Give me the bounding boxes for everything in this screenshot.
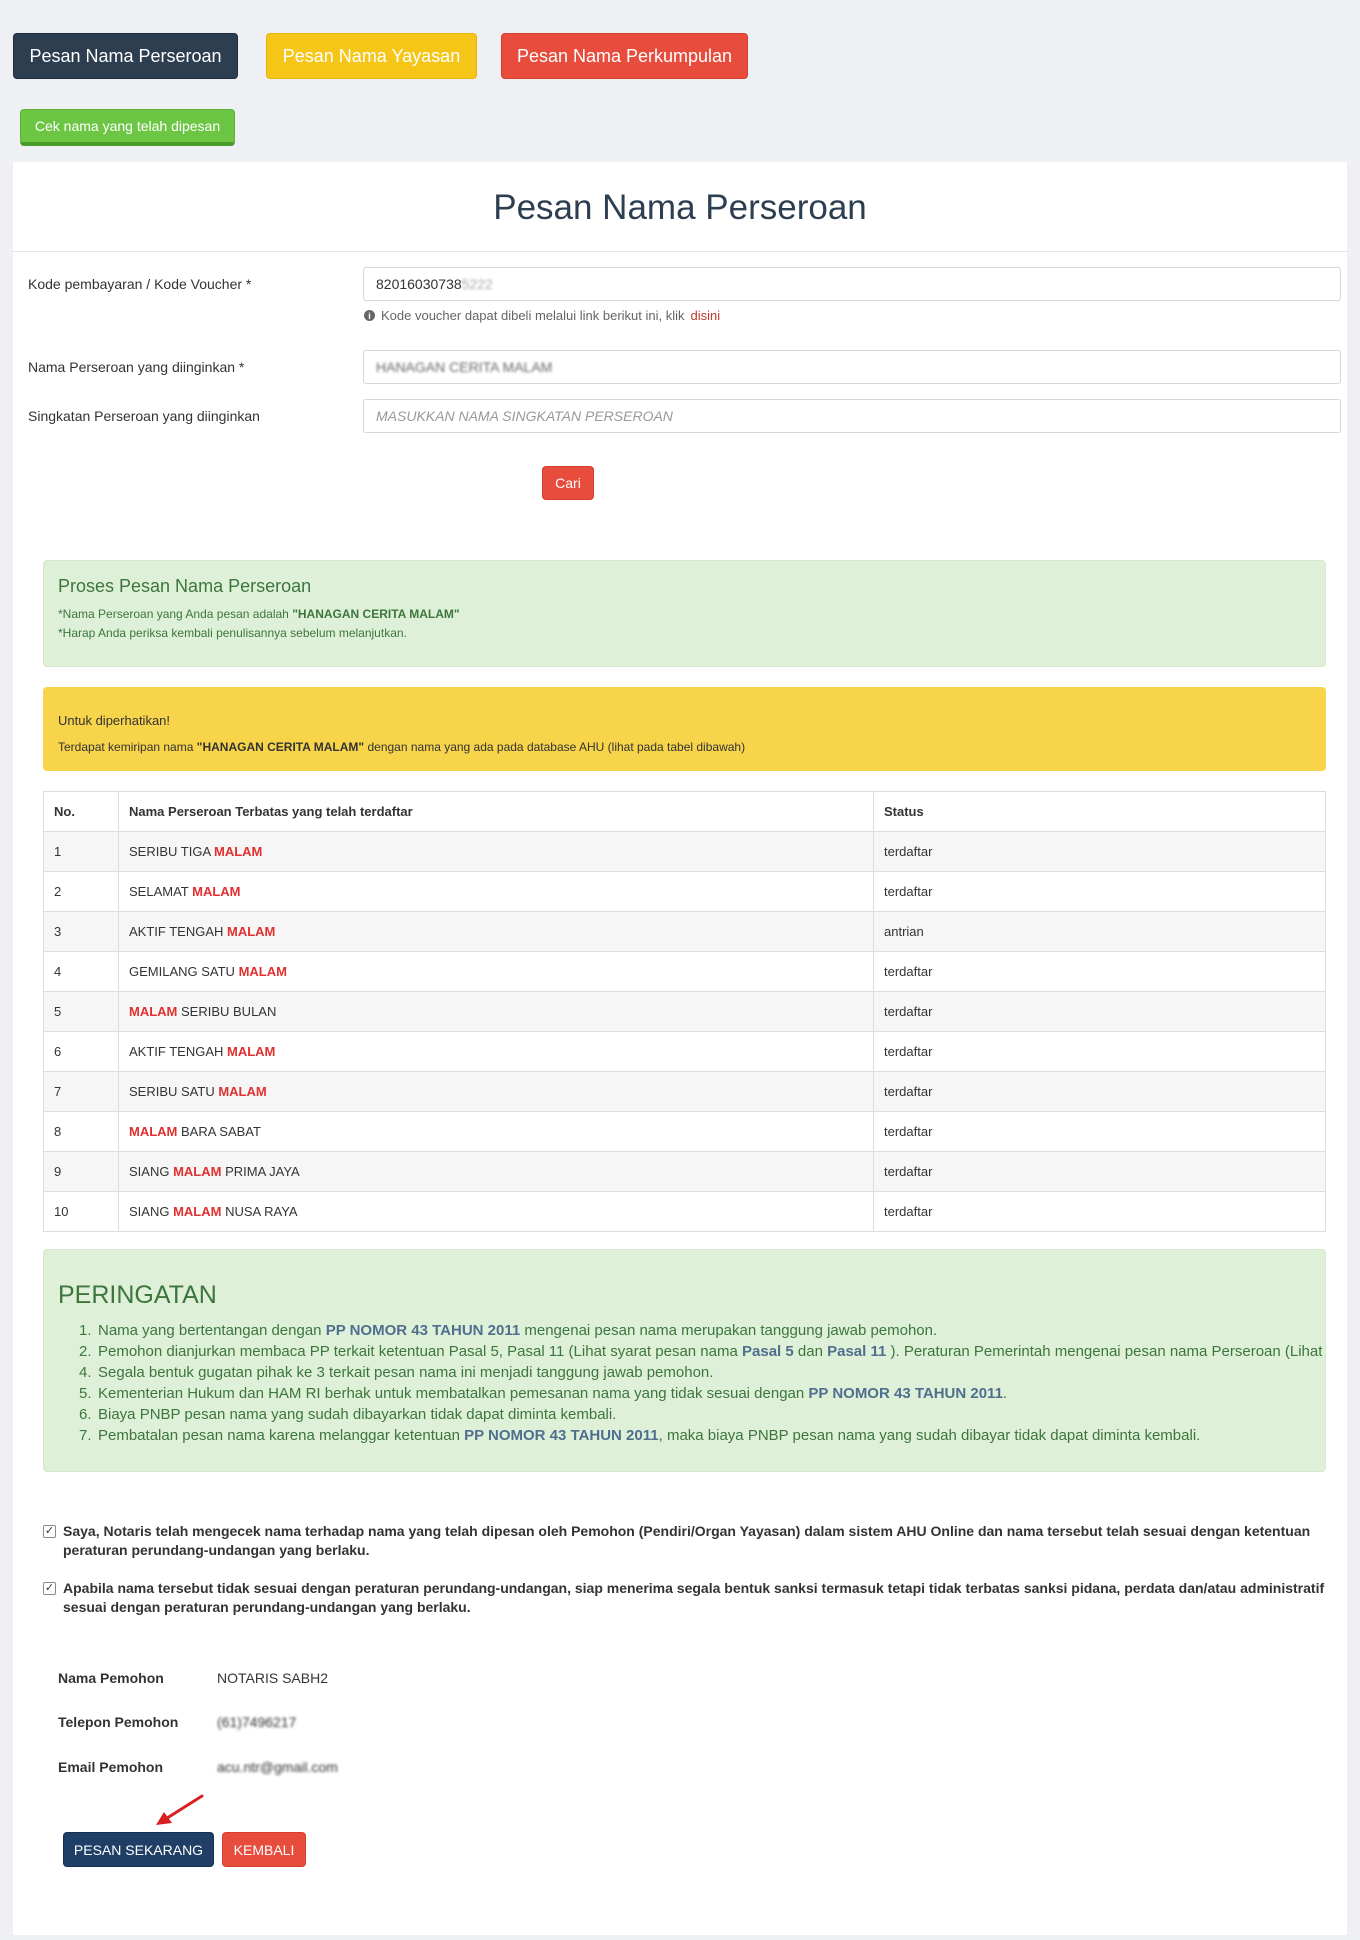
similar-names-table <box>43 791 1326 1232</box>
row-nama <box>119 912 874 952</box>
voucher-value: 82016030738 <box>376 276 462 292</box>
pesan-sekarang-button[interactable]: PESAN SEKARANG <box>63 1832 214 1867</box>
row-nama <box>119 1112 874 1152</box>
col-header-status: Status <box>874 792 1326 832</box>
peringatan-item-number: 5. <box>79 1385 92 1402</box>
row-nama-pre: AKTIF TENGAH <box>129 924 227 939</box>
peringatan-reference-link[interactable]: Pasal 5 <box>742 1343 794 1360</box>
row-nama-pre: SIANG <box>129 1204 174 1219</box>
peringatan-item-text: Pemohon dianjurkan membaca PP terkait ketentuan Pasal 5, Pasal 11 (Lihat syarat pesan nama <box>98 1343 742 1360</box>
peringatan-item-text: . <box>1002 1385 1008 1402</box>
peringatan-item-text: Biaya PNBP pesan nama yang sudah dibayarkan tidak dapat diminta kembali. <box>98 1406 617 1423</box>
disini-link[interactable]: disini <box>690 308 721 323</box>
nama-pemohon-label: Nama Pemohon <box>58 1670 164 1686</box>
voucher-help <box>364 308 720 323</box>
row-no: 9 <box>44 1152 119 1192</box>
row-status: terdaftar <box>874 1152 1326 1192</box>
row-no: 10 <box>44 1192 119 1232</box>
row-no: 4 <box>44 952 119 992</box>
row-nama <box>119 952 874 992</box>
row-no: 6 <box>44 1032 119 1072</box>
peringatan-item <box>79 1320 1319 1341</box>
peringatan-title: PERINGATAN <box>58 1281 217 1309</box>
peringatan-item-number: 1. <box>79 1322 92 1339</box>
row-nama-highlight: MALAM <box>227 924 276 939</box>
pesan-nama-perseroan-button[interactable]: Pesan Nama Perseroan <box>13 33 238 79</box>
row-status: terdaftar <box>874 952 1326 992</box>
nama-pemohon-value: NOTARIS SABH2 <box>217 1670 328 1686</box>
row-no: 5 <box>44 992 119 1032</box>
peringatan-item <box>79 1341 1323 1362</box>
peringatan-item-number: 6. <box>79 1406 92 1423</box>
row-nama-post: NUSA RAYA <box>221 1204 298 1219</box>
telepon-pemohon-label: Telepon Pemohon <box>58 1714 179 1730</box>
info-icon: i <box>364 310 375 321</box>
row-nama <box>119 992 874 1032</box>
row-nama-pre: SELAMAT <box>129 884 193 899</box>
notice-text-suffix: dengan nama yang ada pada database AHU (lihat pada tabel dibawah) <box>367 740 746 754</box>
singkatan-label: Singkatan Perseroan yang diinginkan <box>28 408 260 424</box>
row-nama-highlight: MALAM <box>129 1004 178 1019</box>
peringatan-item-number: 7. <box>79 1427 92 1444</box>
notice-text-prefix: Terdapat kemiripan nama <box>58 740 194 754</box>
row-status: terdaftar <box>874 832 1326 872</box>
peringatan-item-text: ). Peraturan Pemerintah mengenai pesan nama Perseroan (Lihat <box>886 1343 1323 1360</box>
proses-line1-prefix: *Nama Perseroan yang Anda pesan adalah <box>58 607 289 621</box>
voucher-label: Kode pembayaran / Kode Voucher * <box>28 276 252 292</box>
peringatan-item-text: Pembatalan pesan nama karena melanggar ketentuan <box>98 1427 465 1444</box>
table-row <box>44 832 1326 872</box>
col-header-no: No. <box>44 792 119 832</box>
row-nama-highlight: MALAM <box>129 1124 178 1139</box>
cari-button[interactable]: Cari <box>542 466 594 500</box>
declaration1-text: Saya, Notaris telah mengecek nama terhadap nama yang telah dipesan oleh Pemohon (Pendiri/Organ Yayasan) dalam sistem AHU Online dan nama tersebut telah sesuai dengan ketentuan peraturan perundang-undangan yang berlaku. <box>63 1523 1311 1558</box>
row-nama-pre: AKTIF TENGAH <box>129 1044 227 1059</box>
row-status: terdaftar <box>874 992 1326 1032</box>
table-row <box>44 952 1326 992</box>
table-row <box>44 872 1326 912</box>
row-no: 2 <box>44 872 119 912</box>
row-nama-pre: GEMILANG SATU <box>129 964 239 979</box>
similar-names-table-wrap <box>43 791 1326 1232</box>
peringatan-reference-link[interactable]: PP NOMOR 43 TAHUN 2011 <box>808 1385 1003 1402</box>
row-nama-highlight: MALAM <box>214 844 263 859</box>
table-row <box>44 1032 1326 1072</box>
voucher-help-text: Kode voucher dapat dibeli melalui link berikut ini, klik <box>381 308 685 323</box>
peringatan-item-text: Kementerian Hukum dan HAM RI berhak untuk membatalkan pemesanan nama yang tidak sesuai dengan <box>98 1385 809 1402</box>
peringatan-item-number: 4. <box>79 1364 92 1381</box>
proses-line1 <box>58 607 460 621</box>
row-status: terdaftar <box>874 1192 1326 1232</box>
row-nama <box>119 1072 874 1112</box>
row-nama-highlight: MALAM <box>192 884 241 899</box>
table-row <box>44 1112 1326 1152</box>
row-nama-pre: SERIBU SATU <box>129 1084 219 1099</box>
row-nama <box>119 832 874 872</box>
peringatan-item <box>79 1404 1319 1425</box>
proses-line2: *Harap Anda periksa kembali penulisannya sebelum melanjutkan. <box>58 626 407 640</box>
row-nama-highlight: MALAM <box>173 1164 222 1179</box>
row-nama-post: PRIMA JAYA <box>221 1164 300 1179</box>
row-nama-pre: SERIBU TIGA <box>129 844 215 859</box>
email-pemohon-label: Email Pemohon <box>58 1759 164 1775</box>
proses-title: Proses Pesan Nama Perseroan <box>58 576 312 596</box>
notice-text-name: "HANAGAN CERITA MALAM" <box>196 740 365 754</box>
peringatan-item-text: Nama yang bertentangan dengan <box>98 1322 326 1339</box>
table-row <box>44 1072 1326 1112</box>
peringatan-item-number: 2. <box>79 1343 92 1360</box>
voucher-input[interactable] <box>363 267 1341 301</box>
row-status: terdaftar <box>874 872 1326 912</box>
row-nama-post: SERIBU BULAN <box>177 1004 277 1019</box>
peringatan-item <box>79 1383 1319 1404</box>
peringatan-item-text: mengenai pesan nama merupakan tanggung jawab pemohon. <box>520 1322 938 1339</box>
email-pemohon-value: acu.ntr@gmail.com <box>217 1759 338 1775</box>
peringatan-item <box>79 1425 1319 1446</box>
row-nama-highlight: MALAM <box>173 1204 222 1219</box>
row-nama-highlight: MALAM <box>238 964 287 979</box>
row-status: terdaftar <box>874 1072 1326 1112</box>
telepon-pemohon-value: (61)7496217 <box>217 1714 297 1730</box>
table-row <box>44 1192 1326 1232</box>
row-no: 7 <box>44 1072 119 1112</box>
voucher-value-masked: 5222 <box>461 276 493 292</box>
table-row <box>44 992 1326 1032</box>
nama-perseroan-value: HANAGAN CERITA MALAM <box>376 359 553 375</box>
row-nama-pre: SIANG <box>129 1164 174 1179</box>
declaration1-checkbox[interactable]: ✓ <box>44 1525 55 1537</box>
nama-perseroan-input[interactable] <box>363 350 1341 384</box>
kembali-button[interactable]: KEMBALI <box>222 1832 306 1867</box>
peringatan-item <box>79 1362 1319 1383</box>
row-nama-highlight: MALAM <box>218 1084 267 1099</box>
notice-text <box>58 740 745 754</box>
declaration2-checkbox[interactable]: ✓ <box>44 1582 55 1594</box>
row-no: 1 <box>44 832 119 872</box>
row-nama <box>119 1032 874 1072</box>
peringatan-reference-link[interactable]: PP NOMOR 43 TAHUN 2011 <box>464 1427 659 1444</box>
row-nama <box>119 1152 874 1192</box>
col-header-nama: Nama Perseroan Terbatas yang telah terdaftar <box>119 792 874 832</box>
row-status: terdaftar <box>874 1032 1326 1072</box>
row-status: terdaftar <box>874 1112 1326 1152</box>
notice-title: Untuk diperhatikan! <box>58 713 171 728</box>
table-row <box>44 912 1326 952</box>
pesan-nama-perkumpulan-button[interactable]: Pesan Nama Perkumpulan <box>501 33 748 79</box>
table-row <box>44 1152 1326 1192</box>
row-nama-highlight: MALAM <box>227 1044 276 1059</box>
row-no: 8 <box>44 1112 119 1152</box>
peringatan-item-text: dan <box>793 1343 828 1360</box>
row-nama <box>119 872 874 912</box>
cek-nama-dipesan-button[interactable]: Cek nama yang telah dipesan <box>20 109 235 146</box>
peringatan-list <box>79 1320 1323 1446</box>
pesan-nama-yayasan-button[interactable]: Pesan Nama Yayasan <box>266 33 477 79</box>
declaration2-text: Apabila nama tersebut tidak sesuai dengan peraturan perundang-undangan, siap menerima segala bentuk sanksi termasuk tetapi tidak terbatas sanksi pidana, perdata dan/atau administratif sesuai dengan peraturan perundang-undangan yang berlaku. <box>63 1580 1325 1615</box>
notice-box <box>43 687 1326 771</box>
peringatan-item-text: Segala bentuk gugatan pihak ke 3 terkait pesan nama ini menjadi tanggung jawab pemohon. <box>98 1364 714 1381</box>
row-status: antrian <box>874 912 1326 952</box>
peringatan-reference-link[interactable]: Pasal 11 <box>827 1343 887 1360</box>
title-divider <box>13 251 1347 252</box>
peringatan-reference-link[interactable]: PP NOMOR 43 TAHUN 2011 <box>325 1322 521 1339</box>
peringatan-item-text: , maka biaya PNBP pesan nama yang sudah dibayar tidak dapat diminta kembali. <box>658 1427 1201 1444</box>
row-no: 3 <box>44 912 119 952</box>
page-title: Pesan Nama Perseroan <box>493 188 867 227</box>
row-nama <box>119 1192 874 1232</box>
singkatan-input[interactable] <box>363 399 1341 433</box>
nama-label: Nama Perseroan yang diinginkan * <box>28 359 245 375</box>
pointer-arrow-icon <box>150 1790 210 1830</box>
proses-line1-name: "HANAGAN CERITA MALAM" <box>292 607 460 621</box>
row-nama-post: BARA SABAT <box>177 1124 261 1139</box>
singkatan-placeholder: MASUKKAN NAMA SINGKATAN PERSEROAN <box>376 408 673 424</box>
